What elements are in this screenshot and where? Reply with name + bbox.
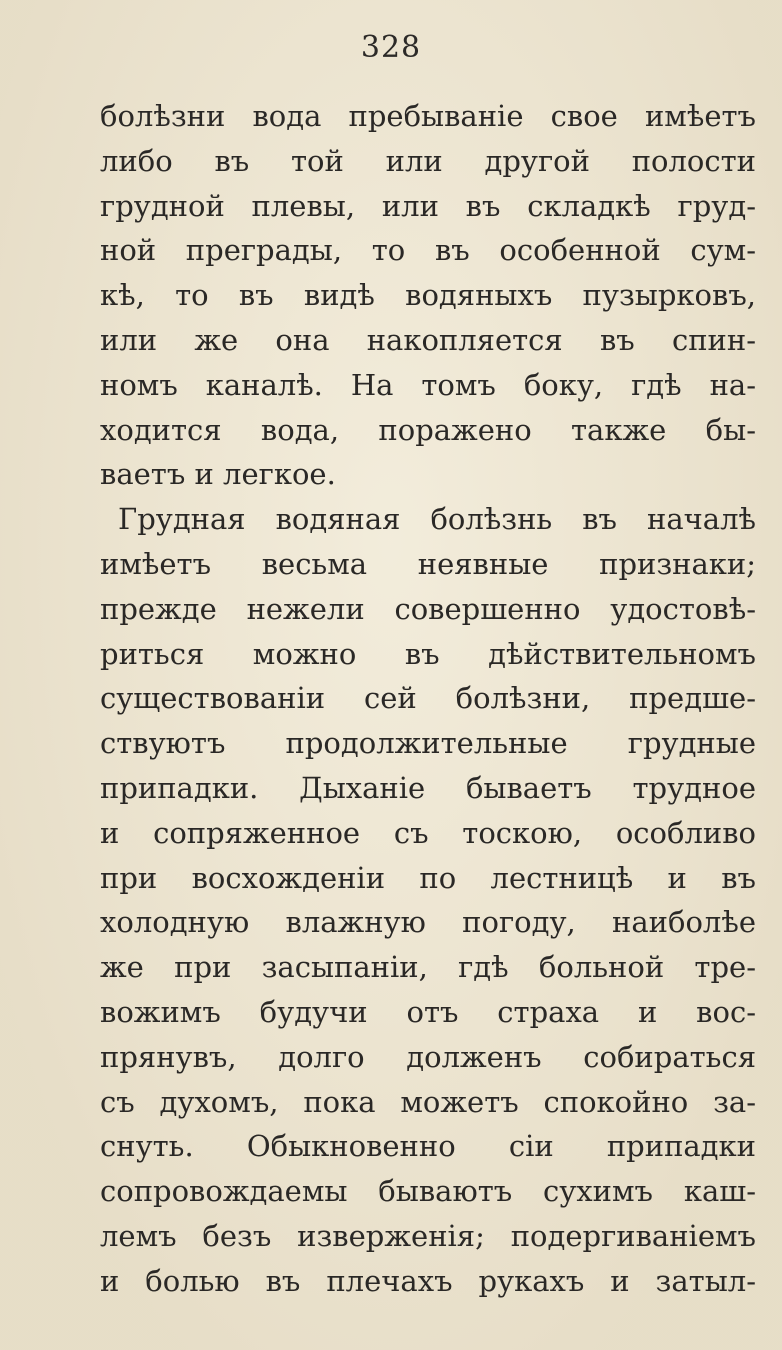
paragraph-end-line: ваетъ и легкое. xyxy=(100,457,336,492)
text-line: грудной плевы, или въ складкѣ груд- xyxy=(100,188,756,223)
text-line: номъ каналѣ. На томъ боку, гдѣ на- xyxy=(100,367,756,402)
text-line: болѣзни вода пребыванiе свое имѣетъ xyxy=(100,99,756,133)
text-line: холодную влажную погоду, наиболѣе xyxy=(100,905,756,940)
page-number: 328 xyxy=(360,30,422,65)
text-line: имѣетъ весьма неявные признаки; xyxy=(100,546,756,581)
text-line: же при засыпанiи, гдѣ больной тре- xyxy=(100,950,756,985)
text-line: прянувъ, долго долженъ собираться xyxy=(100,1039,756,1074)
text-line: риться можно въ дѣйствительномъ xyxy=(100,636,756,671)
paragraph-start-line: Грудная водяная болѣзнь въ началѣ xyxy=(118,502,756,537)
body-text xyxy=(100,94,756,1304)
text-line: вожимъ будучи отъ страха и вос- xyxy=(100,994,756,1029)
text-line: лемъ безъ изверженiя; подергиванiемъ xyxy=(100,1218,756,1253)
text-line: припадки. Дыханiе бываетъ трудное xyxy=(100,770,756,805)
text-line: или же она накопляется въ спин- xyxy=(100,322,756,357)
text-line: ходится вода, поражено также бы- xyxy=(100,412,756,447)
text-line: существованiи сей болѣзни, предше- xyxy=(100,681,756,716)
text-line: либо въ той или другой полости xyxy=(100,143,756,178)
text-line: съ духомъ, пока можетъ спокойно за- xyxy=(100,1084,756,1119)
text-line: ствуютъ продолжительные грудные xyxy=(100,726,756,761)
text-line: и сопряженное съ тоскою, особливо xyxy=(100,815,756,850)
text-line: сопровождаемы бываютъ сухимъ каш- xyxy=(100,1174,756,1209)
text-line: кѣ, то въ видѣ водяныхъ пузырковъ, xyxy=(100,278,756,313)
text-line: при восхожденiи по лестницѣ и въ xyxy=(100,860,756,895)
text-line: и болью въ плечахъ рукахъ и затыл- xyxy=(100,1263,756,1298)
text-line: ной преграды, то въ особенной сум- xyxy=(100,233,756,268)
text-line: прежде нежели совершенно удостовѣ- xyxy=(100,591,756,626)
text-line: снуть. Обыкновенно сiи припадки xyxy=(100,1129,756,1164)
